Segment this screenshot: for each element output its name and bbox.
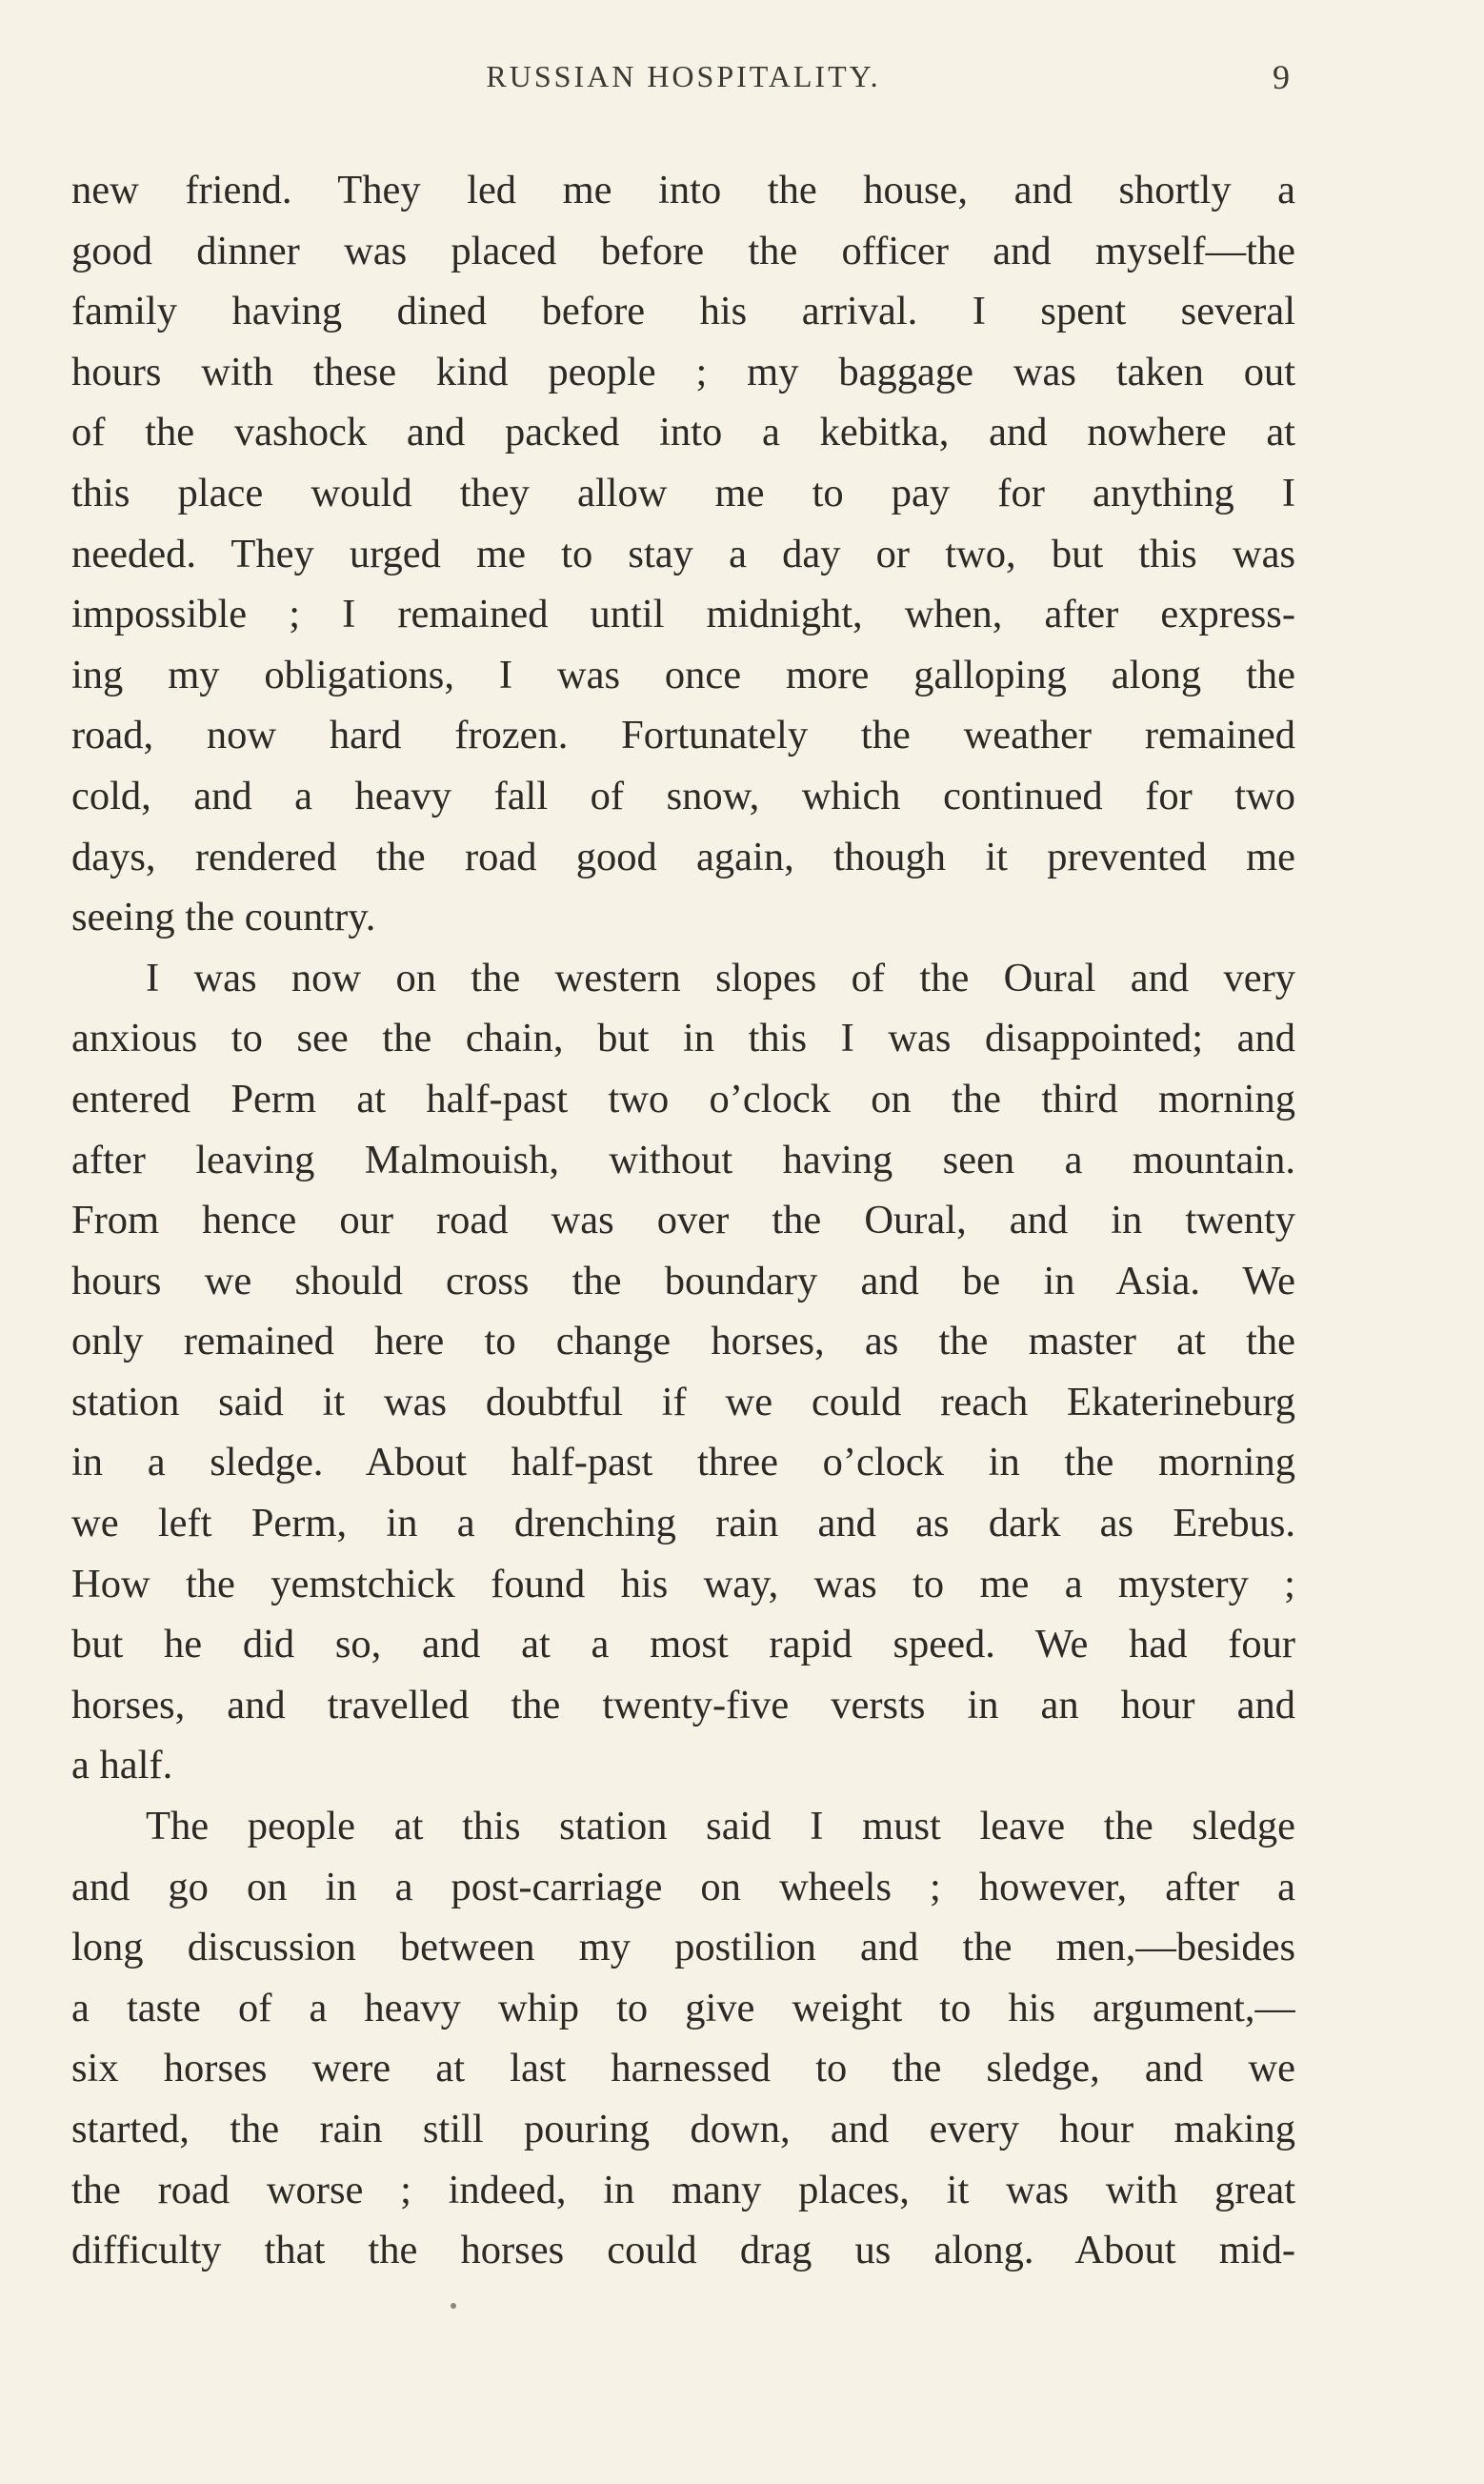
text-line: long discussion between my postilion and the men,—besides xyxy=(71,1925,1295,1970)
text-line: cold, and a heavy fall of snow, which continued for two xyxy=(71,773,1295,818)
text-line: The people at this station said I must leave the sledge xyxy=(146,1804,1295,1849)
print-speck xyxy=(451,2303,456,2309)
text-line: of the vashock and packed into a kebitka, and nowhere at xyxy=(71,410,1295,455)
text-line: we left Perm, in a drenching rain and as dark as Erebus. xyxy=(71,1501,1295,1546)
text-line: in a sledge. About half-past three o’clock in the morning xyxy=(71,1440,1295,1485)
text-line: hours with these kind people ; my baggage was taken out xyxy=(71,349,1295,394)
text-line: a taste of a heavy whip to give weight to his argument,— xyxy=(71,1985,1295,2030)
text-line: I was now on the western slopes of the Oural and very xyxy=(146,955,1295,1000)
text-line: days, rendered the road good again, though it prevented me xyxy=(71,834,1295,879)
paragraph xyxy=(71,160,1295,948)
text-line: only remained here to change horses, as the master at the xyxy=(71,1319,1295,1364)
text-line: needed. They urged me to stay a day or two, but this was xyxy=(71,531,1295,576)
text-line: but he did so, and at a most rapid speed. We had four xyxy=(71,1622,1295,1667)
text-line: difficulty that the horses could drag us along. About mid- xyxy=(71,2228,1295,2273)
text-line: good dinner was placed before the officer and myself—the xyxy=(71,228,1295,273)
text-line: impossible ; I remained until midnight, when, after express- xyxy=(71,592,1295,637)
text-line: a half. xyxy=(71,1743,173,1788)
text-line: anxious to see the chain, but in this I was disappointed; and xyxy=(71,1016,1295,1061)
text-line: station said it was doubtful if we could reach Ekaterineburg xyxy=(71,1379,1295,1424)
text-line: seeing the country. xyxy=(71,895,376,940)
paragraph xyxy=(71,948,1295,1796)
text-line: and go on in a post-carriage on wheels ; however, after a xyxy=(71,1864,1295,1909)
text-line: entered Perm at half-past two o’clock on the third morning xyxy=(71,1076,1295,1121)
page-number: 9 xyxy=(1273,58,1290,96)
text-line: six horses were at last harnessed to the sledge, and we xyxy=(71,2046,1295,2091)
running-head xyxy=(71,59,1295,97)
text-line: ing my obligations, I was once more galloping along the xyxy=(71,652,1295,697)
text-line: How the yemstchick found his way, was to me a mystery ; xyxy=(71,1561,1295,1606)
text-line: new friend. They led me into the house, and shortly a xyxy=(71,168,1295,212)
text-line: started, the rain still pouring down, and every hour making xyxy=(71,2107,1295,2151)
text-line: hours we should cross the boundary and be in Asia. We xyxy=(71,1258,1295,1303)
text-line: this place would they allow me to pay for anything I xyxy=(71,470,1295,515)
paragraph xyxy=(71,1796,1295,2281)
text-line: From hence our road was over the Oural, and in twenty xyxy=(71,1198,1295,1243)
text-line: road, now hard frozen. Fortunately the weather remained xyxy=(71,713,1295,758)
text-line: the road worse ; indeed, in many places, it was with great xyxy=(71,2167,1295,2212)
text-line: after leaving Malmouish, without having seen a mountain. xyxy=(71,1137,1295,1182)
running-head-title: RUSSIAN HOSPITALITY. xyxy=(486,59,881,93)
text-line: family having dined before his arrival. I spent several xyxy=(71,289,1295,334)
text-line: horses, and travelled the twenty-five versts in an hour and xyxy=(71,1682,1295,1727)
body-text xyxy=(71,160,1295,2281)
